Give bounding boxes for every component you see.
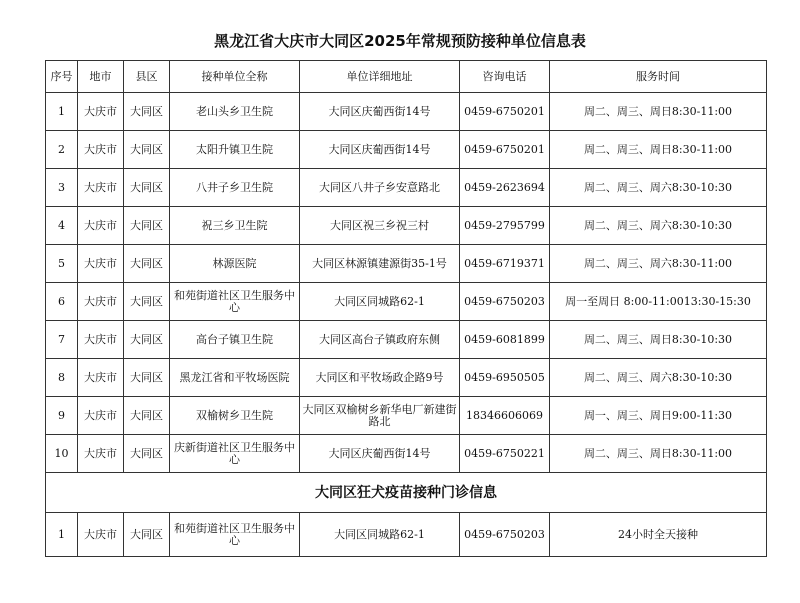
row-address: 大同区和平牧场政企路9号: [300, 359, 460, 397]
row-address: 大同区庆葡西街14号: [300, 93, 460, 131]
row-hours: 24小时全天接种: [550, 513, 767, 557]
table-row: [46, 359, 767, 397]
row-city: 大庆市: [78, 207, 124, 245]
row-no: 10: [46, 435, 78, 473]
page-title: 黑龙江省大庆市大同区2025年常规预防接种单位信息表: [214, 32, 586, 50]
row-address: 大同区同城路62-1: [300, 283, 460, 321]
row-city: 大庆市: [78, 513, 124, 557]
row-no: 9: [46, 397, 78, 435]
row-unit-name: 和苑街道社区卫生服务中心: [170, 513, 300, 557]
header-no: 序号: [46, 61, 78, 93]
row-city: 大庆市: [78, 245, 124, 283]
table-row: [46, 169, 767, 207]
row-hours: 周二、周三、周日8:30-10:30: [550, 321, 767, 359]
row-unit-name: 太阳升镇卫生院: [170, 131, 300, 169]
row-district: 大同区: [124, 513, 170, 557]
row-hours: 周二、周三、周日8:30-11:00: [550, 131, 767, 169]
row-phone: 0459-6950505: [460, 359, 550, 397]
row-district: 大同区: [124, 283, 170, 321]
row-unit-name: 庆新街道社区卫生服务中心: [170, 435, 300, 473]
row-unit-name: 老山头乡卫生院: [170, 93, 300, 131]
row-phone: 0459-6719371: [460, 245, 550, 283]
row-address: 大同区同城路62-1: [300, 513, 460, 557]
row-phone: 0459-6750201: [460, 131, 550, 169]
header-unit-name: 接种单位全称: [170, 61, 300, 93]
row-city: 大庆市: [78, 435, 124, 473]
row-phone: 0459-6750203: [460, 513, 550, 557]
row-hours: 周二、周三、周日8:30-11:00: [550, 93, 767, 131]
row-no: 8: [46, 359, 78, 397]
header-phone: 咨询电话: [460, 61, 550, 93]
row-district: 大同区: [124, 321, 170, 359]
table-row: [46, 513, 767, 557]
row-phone: 0459-2795799: [460, 207, 550, 245]
row-no: 7: [46, 321, 78, 359]
table-header-row: [46, 61, 767, 93]
row-hours: 周二、周三、周六8:30-10:30: [550, 359, 767, 397]
row-district: 大同区: [124, 169, 170, 207]
table-row: [46, 131, 767, 169]
header-hours: 服务时间: [550, 61, 767, 93]
row-phone: 0459-6750201: [460, 93, 550, 131]
row-address: 大同区双榆树乡新华电厂新建街路北: [300, 397, 460, 435]
row-district: 大同区: [124, 245, 170, 283]
row-hours: 周二、周三、周六8:30-10:30: [550, 169, 767, 207]
row-city: 大庆市: [78, 321, 124, 359]
row-phone: 0459-2623694: [460, 169, 550, 207]
table-row: [46, 207, 767, 245]
row-unit-name: 和苑街道社区卫生服务中心: [170, 283, 300, 321]
row-district: 大同区: [124, 131, 170, 169]
row-hours: 周二、周三、周六8:30-11:00: [550, 245, 767, 283]
row-no: 4: [46, 207, 78, 245]
table-row: [46, 321, 767, 359]
header-address: 单位详细地址: [300, 61, 460, 93]
row-address: 大同区高台子镇政府东侧: [300, 321, 460, 359]
row-hours: 周一、周三、周日9:00-11:30: [550, 397, 767, 435]
row-city: 大庆市: [78, 93, 124, 131]
row-unit-name: 双榆树乡卫生院: [170, 397, 300, 435]
row-phone: 0459-6750221: [460, 435, 550, 473]
row-district: 大同区: [124, 359, 170, 397]
row-no: 3: [46, 169, 78, 207]
row-city: 大庆市: [78, 397, 124, 435]
row-unit-name: 祝三乡卫生院: [170, 207, 300, 245]
row-no: 6: [46, 283, 78, 321]
header-city: 地市: [78, 61, 124, 93]
row-unit-name: 林源医院: [170, 245, 300, 283]
row-unit-name: 黑龙江省和平牧场医院: [170, 359, 300, 397]
row-address: 大同区祝三乡祝三村: [300, 207, 460, 245]
row-hours: 周二、周三、周六8:30-10:30: [550, 207, 767, 245]
table-row: [46, 93, 767, 131]
row-no: 1: [46, 513, 78, 557]
vaccination-schedule-table: [45, 60, 767, 557]
row-address: 大同区庆葡西街14号: [300, 435, 460, 473]
row-hours: 周一至周日 8:00-11:0013:30-15:30: [550, 283, 767, 321]
row-city: 大庆市: [78, 169, 124, 207]
table-row: [46, 283, 767, 321]
section-row: [46, 473, 767, 513]
row-address: 大同区林源镇建源街35-1号: [300, 245, 460, 283]
table-row: [46, 435, 767, 473]
row-district: 大同区: [124, 93, 170, 131]
row-no: 2: [46, 131, 78, 169]
row-district: 大同区: [124, 397, 170, 435]
row-city: 大庆市: [78, 131, 124, 169]
row-unit-name: 高台子镇卫生院: [170, 321, 300, 359]
table-row: [46, 397, 767, 435]
row-phone: 0459-6750203: [460, 283, 550, 321]
row-unit-name: 八井子乡卫生院: [170, 169, 300, 207]
table-row: [46, 245, 767, 283]
row-no: 1: [46, 93, 78, 131]
header-district: 县区: [124, 61, 170, 93]
section-title: 大同区狂犬疫苗接种门诊信息: [46, 473, 767, 513]
row-city: 大庆市: [78, 283, 124, 321]
row-phone: 18346606069: [460, 397, 550, 435]
row-no: 5: [46, 245, 78, 283]
row-address: 大同区八井子乡安意路北: [300, 169, 460, 207]
row-address: 大同区庆葡西街14号: [300, 131, 460, 169]
row-city: 大庆市: [78, 359, 124, 397]
row-district: 大同区: [124, 207, 170, 245]
row-hours: 周二、周三、周日8:30-11:00: [550, 435, 767, 473]
row-district: 大同区: [124, 435, 170, 473]
row-phone: 0459-6081899: [460, 321, 550, 359]
